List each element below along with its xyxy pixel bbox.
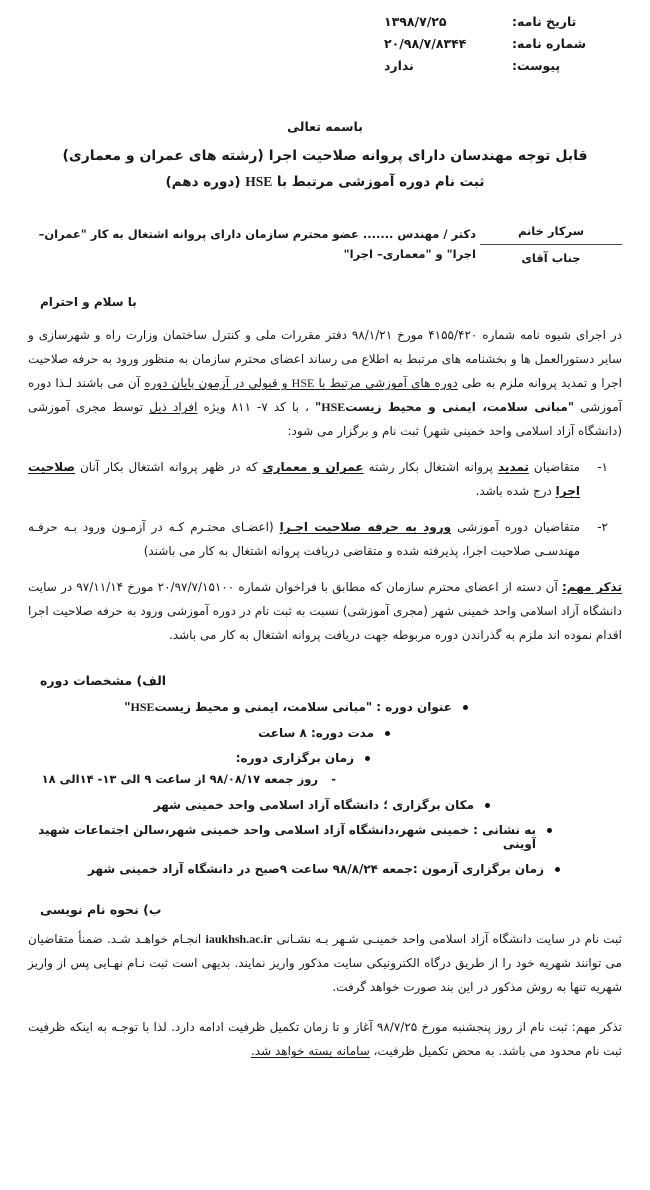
text-run: ثبت نام در سایت دانشگاه آزاد اسلامی واحد خمینـی شـهر بـه نشـانی [272,932,622,946]
text-run: ورود به حرفه صلاحیت اجـرا [279,520,452,534]
list-item [28,515,608,563]
paragraph-registration [24,927,626,999]
subtitle-prefix: ثبت نام دوره آموزشی مرتبط با [272,174,485,190]
text-run: "مبانی سلامت، ایمنی و محیط زیست [345,400,575,414]
text-run: صلاحیت اجرا [28,460,580,498]
latin-token: HSE [130,700,155,714]
page-title: قابل توجه مهندسان دارای پروانه صلاحیت اجرا (رشته های عمران و معماری) [62,148,588,164]
list-item [24,751,376,765]
text-run: درج شده باشد. [475,484,556,498]
meta-label-date: تاریخ نامه: [512,14,577,29]
list-item [24,700,474,715]
text-run: متقاضیان [528,460,580,474]
text-run: افراد ذیل [149,400,198,414]
text-run: و قبولی در آزمون پایان دوره [144,376,292,390]
text-run: " [124,700,131,714]
latin-token: iaukhsh.ac.ir [205,932,273,946]
bullet-dot-icon [463,705,468,710]
meta-value-number: ۲۰/۹۸/۷/۸۳۴۴ [384,36,467,51]
text-run: مکان برگزاری ؛ دانشگاه آزاد اسلامی واحد خمینی شهر [153,798,474,812]
meta-value-date: ۱۳۹۸/۷/۲۵ [384,14,447,29]
section-b-heading: ب) نحوه نام نویسی [40,902,162,917]
meta-row-attachment [348,58,598,73]
addressee-description: دکتر / مهندس ....... عضو محترم سازمان دارای پروانه اشتغال به کار "عمران– اجرا" و "معماری– اجرا" [38,227,476,261]
list-item [24,862,566,876]
dash-marker: - [331,772,336,786]
course-schedule-text: روز جمعه ۹۸/۰۸/۱۷ از ساعت ۹ الی ۱۳- ۱۴الی ۱۸ [41,772,318,786]
subtitle-suffix: (دوره دهم) [165,174,246,190]
latin-token: HSE [291,376,315,390]
letterhead-meta [348,14,598,73]
document-page [0,14,650,1190]
bullet-dot-icon [547,828,552,833]
text-run: سامانه بسته خواهد شد. [250,1044,370,1058]
subtitle-code: HSE [245,174,273,189]
eligibility-list [24,455,626,563]
list-item [28,455,608,503]
meta-label-attachment: پیوست: [512,58,561,73]
paragraph-intro [24,323,626,443]
text-run: (اعضـای محتـرم کـه در آزمـون ورود بـه حرفـه مهندسـی صلاحیت اجرا، پذیرفته شده و متقاضی دریافت پروانه اشتغال به کار می باشند) [28,520,580,558]
text-run: عنوان دوره : "مبانی سلامت، ایمنی و محیط زیست [154,700,452,714]
addressee-name-female: سرکار خانم [517,224,585,238]
list-item-number: ۱- [597,460,608,474]
meta-value-attachment: ندارد [384,58,414,73]
paragraph-note-two [24,1015,626,1063]
addressee-name-male: جناب آقای [521,251,581,265]
course-details-list [24,700,626,765]
text-run: انجـام خواهـد شـد. ضمنأ متقاضیان می توانند شهریه خود را از طریق درگاه الکترونیکی سایت مذکور واریز نمایند. بدیهی است ثبت نـام نهـایی پس از واریز شهریه تنها به روش مذکور در این بند صورت خواهد گرفت. [28,932,622,994]
course-venue-list [24,798,626,876]
addressee-names [476,222,626,265]
text-run: آن دسته از اعضای محترم سازمان که مطابق با فراخوان شماره ۲۰/۹۷/۷/۱۵۱۰۰ مورخ ۹۷/۱۱/۱۴ در سایت دانشگاه آزاد اسلامی واحد خمینی شهر (مجری آموزشی) نسبت به ثبت نام در دوره آموزشی ورود به حرفه صلاحیت اجرا اقدام نموده اند ملزم به گذراندن دوره مربوطه جهت دریافت پروانه اشتغال به کار می باشد. [28,580,622,642]
text-run: ، با کد ۷- ۸۱۱ ویژه [197,400,315,414]
meta-row-date [348,14,598,29]
text-run: عمران و معماری [262,460,364,474]
bullet-dot-icon [485,803,490,808]
list-item [24,798,496,812]
text-run: پروانه اشتغال بکار رشته [363,460,498,474]
text-run: توسط مجری آموزشی (دانشگاه آزاد اسلامی واحد خمینی شهر) ثبت نام و برگزار می شود: [28,400,622,438]
text-run: مدت دوره: ۸ ساعت [258,726,374,740]
text-run: متقاضیان دوره آموزشی [451,520,581,534]
text-run: زمان برگزاری آزمون :جمعه ۹۸/۸/۲۴ ساعت ۹صبح در دانشگاه آزاد خمینی شهر [87,862,544,876]
text-run: دوره های آموزشی مرتبط با [314,376,458,390]
text-run: تذکر مهم: ثبت نام از روز پنجشنبه مورخ ۹۸/۷/۲۵ آغاز و تا زمان تکمیل ظرفیت ادامه دارد. لذا با توجـه به اینکه ظرفیت ثبت نام محدود می باشد. به محض تکمیل ظرفیت، [28,1020,622,1058]
text-run: آن می باشند لـذا دوره آموزشی [28,376,622,414]
text-run: به نشانی : خمینی شهر،دانشگاه آزاد اسلامی واحد خمینی شهر،سالن اجتماعات شهید آوینی [38,823,536,851]
meta-row-number [348,36,598,51]
list-item [24,726,396,740]
bullet-dot-icon [555,867,560,872]
text-run: در اجرای شیوه نامه شماره ۴۱۵۵/۴۲۰ مورخ ۹۸/۱/۲۱ دفتر مقررات ملی و کنترل ساختمان وزارت راه و شهرسازی و سایر دستورالعمل ها و بخشنامه های مرتبط به اطلاع می رساند اعضای محترم سازمان به منظور ورود به حرفه صلاحیت اجرا و تمدید پروانه ملزم به طی [28,328,623,390]
list-item [24,823,558,851]
course-schedule-subitem [24,772,340,786]
salutation: با سلام و احترام [40,295,137,309]
text-run: " [314,400,322,414]
list-item-number: ۲- [597,520,608,534]
bullet-dot-icon [365,756,370,761]
text-run: تذکر مهم: [562,580,622,594]
basmala: باسمه تعالی [287,119,363,134]
text-run: که در ظهر پروانه اشتغال بکار آنان [74,460,263,474]
bullet-dot-icon [385,731,390,736]
text-run: زمان برگزاری دوره: [235,751,354,765]
latin-token: HSE [321,400,346,414]
addressee-block [24,222,626,265]
section-a-heading: الف) مشخصات دوره [40,673,167,688]
text-run: تمدید [498,460,529,474]
paragraph-note-one [24,575,626,647]
meta-label-number: شماره نامه: [512,36,586,51]
page-subtitle [24,174,626,190]
